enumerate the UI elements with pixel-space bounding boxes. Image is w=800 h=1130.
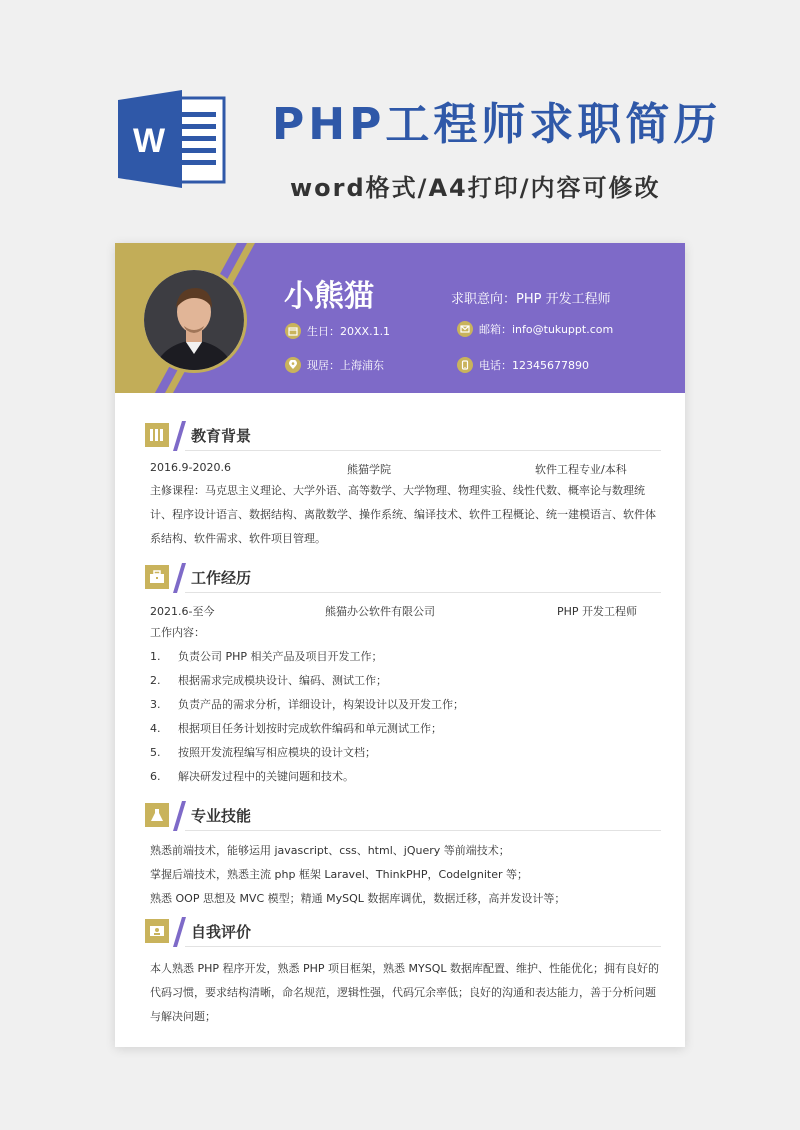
flask-icon [145,803,169,827]
work-duty-text: 根据项目任务计划按时完成软件编码和单元测试工作； [178,722,442,735]
skills-list [145,839,661,911]
education-major: 软件工程专业/本科 [535,463,627,476]
work-duty-text: 负责产品的需求分析，详细设计，构架设计以及开发工作； [178,698,464,711]
briefcase-icon [145,565,169,589]
work-duty-text: 按照开发流程编写相应模块的设计文档； [178,746,376,759]
education-title: 教育背景 [191,427,252,445]
work-duty-item [150,765,661,789]
birth-text: 生日：20XX.1.1 [307,325,391,338]
divider [185,946,661,947]
slash-decoration [173,563,187,593]
birth-info [285,323,390,339]
job-intent: 求职意向：PHP 开发工程师 [451,292,611,307]
education-courses: 主修课程：马克思主义理论、大学外语、高等数学、大学物理、物理实验、线性代数、概率论与数理统计、程序设计语言、数据结构、离散数学、操作系统、编译技术、软件工程概论、统一建模语言、软件体系结构、软件需求、软件项目管理。 [150,484,656,545]
word-letter: W [132,122,166,160]
education-header [145,421,661,451]
work-duty-number: 1. [150,650,161,663]
address-info [285,357,384,373]
work-content-label: 工作内容： [150,626,205,639]
resume-page [115,243,685,1047]
work-position: PHP 开发工程师 [557,605,638,618]
id-card-icon [145,919,169,943]
mail-icon [457,321,473,337]
education-section [145,421,661,551]
phone-text: 电话：12345677890 [479,359,589,372]
work-duty-number: 4. [150,722,161,735]
slash-decoration [173,801,187,831]
divider [185,830,661,831]
divider [185,450,661,451]
work-duties-list [145,645,661,789]
divider [185,592,661,593]
promo-title: PHP工程师求职简历 [272,99,722,150]
work-duty-number: 3. [150,698,161,711]
slash-decoration [173,421,187,451]
candidate-name: 小熊猫 [284,279,374,314]
self-evaluation-text: 本人熟悉 PHP 程序开发，熟悉 PHP 项目框架，熟悉 MYSQL 数据库配置、维护、性能优化；拥有良好的代码习惯，要求结构清晰，命名规范，逻辑性强，代码冗余率低；良好的沟通和表达能力，善于分析问题与解决问题； [150,962,660,1023]
calendar-icon [285,323,301,339]
promo-subtitle: word格式/A4打印/内容可修改 [290,174,661,202]
self-title: 自我评价 [191,923,252,941]
promo-banner [0,0,800,240]
self-header [145,917,661,947]
work-title: 工作经历 [191,569,252,587]
skills-section [145,801,661,911]
slash-decoration [173,917,187,947]
work-period: 2021.6-至今 [150,605,215,618]
self-evaluation-section [145,917,661,1029]
work-duty-item [150,669,661,693]
education-period: 2016.9-2020.6 [150,461,231,474]
work-duty-number: 5. [150,746,161,759]
work-duty-number: 6. [150,770,161,783]
work-duty-item [150,645,661,669]
work-duty-number: 2. [150,674,161,687]
email-info [457,321,613,337]
skill-line: 掌握后端技术，熟悉主流 php 框架 Laravel、ThinkPHP，CodeIgniter 等； [150,868,529,881]
phone-icon [457,357,473,373]
education-row [145,461,661,481]
work-header [145,563,661,593]
education-school: 熊猫学院 [347,463,391,476]
address-text: 现居：上海浦东 [307,359,384,372]
work-duty-item [150,693,661,717]
work-section [145,563,661,789]
skills-header [145,801,661,831]
location-pin-icon [285,357,301,373]
work-duty-text: 负责公司 PHP 相关产品及项目开发工作； [178,650,383,663]
work-duty-text: 解决研发过程中的关键问题和技术。 [178,770,354,783]
work-company: 熊猫办公软件有限公司 [325,605,435,618]
resume-header [115,243,685,393]
work-duty-text: 根据需求完成模块设计、编码、测试工作； [178,674,387,687]
skill-line: 熟悉前端技术，能够运用 javascript、css、html、jQuery 等前端技术； [150,844,510,857]
phone-info [457,357,589,373]
email-text: 邮箱：info@tukuppt.com [479,323,614,336]
avatar [141,267,247,373]
work-duty-item [150,741,661,765]
skills-title: 专业技能 [191,807,252,825]
skill-line: 熟悉 OOP 思想及 MVC 模型；精通 MySQL 数据库调优，数据迁移，高并发设计等； [150,892,566,905]
books-icon [145,423,169,447]
work-row [145,603,661,623]
word-document-icon [118,88,230,190]
work-duty-item [150,717,661,741]
